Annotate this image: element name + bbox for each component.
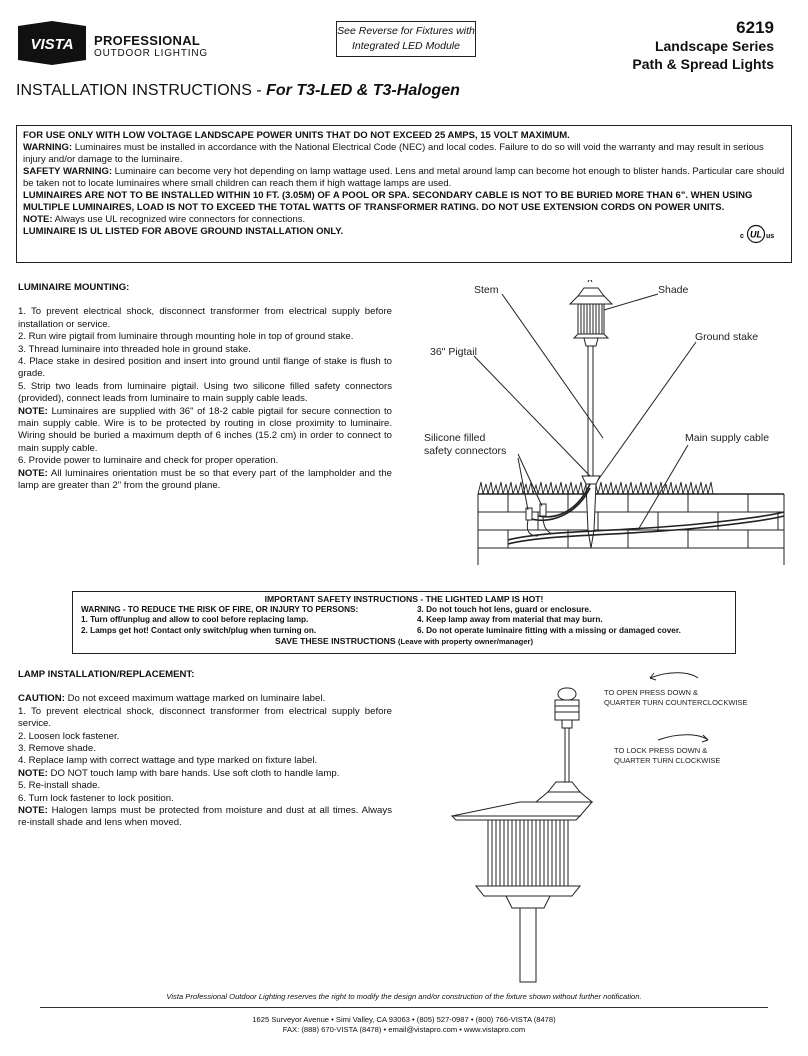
product-name: Path & Spread Lights <box>632 56 774 72</box>
lamp-caution <box>18 693 392 705</box>
lamp-note-2-label: NOTE: <box>18 805 48 817</box>
mounting-step-1: 1. To prevent electrical shock, disconnect transformer from electrical supply before installation or service. <box>18 306 392 330</box>
lock-line1: TO LOCK PRESS DOWN & <box>614 746 708 755</box>
lamp-step-6: 6. Turn lock fastener to lock position. <box>18 792 174 804</box>
vista-logo <box>16 20 88 66</box>
mounting-step-2: 2. Run wire pigtail from luminaire through mounting hole in top of ground stake. <box>18 331 354 343</box>
safety-item-4: 4. Keep lamp away from material that may burn. <box>417 615 603 624</box>
lamp-caution-text: Do not exceed maximum wattage marked on luminaire label. <box>64 693 326 705</box>
lamp-note-2-text: Halogen lamps must be protected from moisture and dust at all times. Always re-install shade and lens when moved. <box>18 805 392 829</box>
safety-instructions-box <box>72 591 736 654</box>
page-title <box>16 82 460 100</box>
mounting-note-2-label: NOTE: <box>18 467 48 479</box>
open-line2: QUARTER TURN COUNTERCLOCKWISE <box>604 697 748 707</box>
label-silicone-line2: safety connectors <box>424 445 507 457</box>
connector-icon <box>526 508 532 520</box>
mounting-note-2 <box>18 468 392 493</box>
save-instructions-text: SAVE THESE INSTRUCTIONS <box>274 636 398 646</box>
footer-divider <box>40 1007 768 1008</box>
safety-warning-label: SAFETY WARNING: <box>23 166 113 177</box>
safety-item-1: 1. Turn off/unplug and allow to cool before replacing lamp. <box>81 615 309 624</box>
connector-icon <box>540 504 546 516</box>
save-instructions <box>81 636 727 648</box>
lamp-diagram <box>440 664 800 984</box>
lamp-note-1-text: DO NOT touch lamp with bare hands. Use soft cloth to handle lamp. <box>47 767 340 779</box>
ul-listing: LUMINAIRE IS UL LISTED FOR ABOVE GROUND INSTALLATION ONLY. <box>23 226 344 237</box>
label-main-supply: Main supply cable <box>685 432 770 444</box>
safety-warning-paragraph <box>23 166 785 190</box>
safety-title: IMPORTANT SAFETY INSTRUCTIONS - THE LIGHTED LAMP IS HOT! <box>264 594 544 604</box>
mounting-heading: LUMINAIRE MOUNTING: <box>18 282 130 293</box>
shade-icon <box>452 782 592 820</box>
lock-fastener-icon <box>555 688 579 792</box>
mounting-illustration <box>418 280 798 580</box>
note-label: NOTE: <box>23 214 53 225</box>
lamp-heading: LAMP INSTALLATION/REPLACEMENT: <box>18 669 195 680</box>
warning-box <box>16 125 792 263</box>
lamp-step-2: 2. Loosen lock fastener. <box>18 730 120 742</box>
lamp-note-1 <box>18 768 392 780</box>
mounting-step-5: 5. Strip two leads from luminaire pigtail. Using two silicone filled safety connectors (provided), connect leads from luminaire to main supply cable leads. <box>18 380 392 405</box>
connector-note <box>23 214 785 226</box>
mounting-step-6: 6. Provide power to luminaire and check for proper operation. <box>18 455 279 467</box>
safety-item-2: 2. Lamps get hot! Contact only switch/plug when turning on. <box>81 625 317 635</box>
warning-label: WARNING: <box>23 142 73 153</box>
shade-icon <box>570 280 612 346</box>
svg-text:us: us <box>766 233 775 240</box>
lock-line2: QUARTER TURN CLOCKWISE <box>614 755 721 765</box>
label-pigtail: 36" Pigtail <box>430 346 477 358</box>
stem-icon <box>588 346 593 476</box>
series-name: Landscape Series <box>654 38 774 54</box>
label-silicone-line1: Silicone filled <box>424 432 486 444</box>
reverse-note-line1: See Reverse for Fixtures with <box>337 25 475 37</box>
lock-instructions <box>614 746 720 765</box>
warning-paragraph <box>23 142 785 166</box>
rotate-cw-icon <box>658 735 708 740</box>
note-text: Always use UL recognized wire connectors for connections. <box>52 214 306 225</box>
lamp-step-5: 5. Re-install shade. <box>18 780 101 792</box>
safety-warning-text: Luminaire can become very hot depending on lamp wattage used. Lens and metal around lamp can become hot enough to blister hands. Particular care should be taken not to locate luminaires where small children can reach them if high wattage lamps are used. <box>23 166 785 189</box>
pool-warning: LUMINAIRES ARE NOT TO BE INSTALLED WITHIN 10 FT. (3.05M) OF A POOL OR SPA. SECONDARY CABLE IS NOT TO BE BURIED MORE THAN 6". WHEN USING MULTIPLE LUMINAIRES, LOAD IS NOT TO EXCEED THE TOTAL WATTS OF TRANSFORMER RATING. DO NOT USE EXTENSION CORDS ON POWER UNITS. <box>23 190 753 213</box>
fixture-body-icon <box>476 820 580 982</box>
mounting-note-1-label: NOTE: <box>18 405 48 417</box>
lamp-note-1-label: NOTE: <box>18 767 48 779</box>
label-stem: Stem <box>474 284 499 296</box>
mounting-note-2-text: All luminaires orientation must be so that every part of the lampholder and the lamp are greater than 2" from the ground plane. <box>18 467 392 492</box>
lamp-step-4: 4. Replace lamp with correct wattage and type marked on fixture label. <box>18 755 318 767</box>
disclaimer: Vista Professional Outdoor Lighting reserves the right to modify the design and/or construction of the fixture shown without further notification. <box>166 992 642 1001</box>
mounting-step-4: 4. Place stake in desired position and insert into ground until flange of stake is flush to grade. <box>18 356 392 380</box>
mounting-note-1 <box>18 406 392 456</box>
lamp-caution-label: CAUTION: <box>18 693 65 705</box>
logo-text: VISTA <box>30 36 74 53</box>
address-line: 1625 Surveyor Avenue • Simi Valley, CA 93063 • (805) 527-0987 • (800) 766-VISTA (8478) <box>252 1015 556 1024</box>
mounting-note-1-text: Luminaires are supplied with 36" of 18-2 cable pigtail for secure connection to main supply cable. Wire is to be protected by routing in close proximity to luminaire. Wiring should be buried a maximum depth of 6 inches (15.2 cm) in order to connect to main supply cable. <box>18 405 392 454</box>
open-line1: TO OPEN PRESS DOWN & <box>604 688 699 697</box>
ul-listed-icon <box>739 224 775 244</box>
svg-text:UL: UL <box>750 229 762 240</box>
lamp-installation-section <box>18 669 392 830</box>
lamp-step-1: 1. To prevent electrical shock, disconnect transformer from electrical supply before service. <box>18 705 392 730</box>
save-instructions-note: (Leave with property owner/manager) <box>398 637 534 646</box>
model-number: 6219 <box>736 18 774 37</box>
lamp-note-2 <box>18 805 392 830</box>
lamp-illustration <box>440 664 800 984</box>
power-unit-limit: FOR USE ONLY WITH LOW VOLTAGE LANDSCAPE POWER UNITS THAT DO NOT EXCEED 25 AMPS, 15 VOLT MAXIMUM. <box>23 130 570 141</box>
title-prefix: INSTALLATION INSTRUCTIONS - <box>16 82 267 99</box>
safety-item-3: 3. Do not touch hot lens, guard or enclosure. <box>417 604 592 614</box>
reverse-note-box <box>336 21 476 57</box>
label-ground-stake: Ground stake <box>695 331 759 343</box>
company-address <box>0 1015 808 1035</box>
safety-item-6: 6. Do not operate luminaire fitting with a missing or damaged cover. <box>417 625 681 635</box>
mounting-diagram <box>418 280 798 580</box>
brand-professional: PROFESSIONAL <box>94 33 201 48</box>
rotate-ccw-icon <box>650 673 698 678</box>
open-instructions <box>604 688 748 707</box>
warning-text: Luminaires must be installed in accordance with the National Electrical Code (NEC) and local codes. Failure to do so will void the warranty and may result in serious injury and/or damage to the luminaire. <box>23 142 764 165</box>
lamp-step-3: 3. Remove shade. <box>18 743 96 755</box>
mounting-step-3: 3. Thread luminaire into threaded hole in ground stake. <box>18 343 251 355</box>
title-emphasis: For T3-LED & T3-Halogen <box>266 82 460 99</box>
safety-warning-heading: WARNING - TO REDUCE THE RISK OF FIRE, OR INJURY TO PERSONS: <box>81 604 359 614</box>
label-silicone-connectors <box>424 432 506 458</box>
brand-outdoor-lighting: OUTDOOR LIGHTING <box>94 48 208 59</box>
reverse-note-line2: Integrated LED Module <box>352 40 460 52</box>
svg-text:c: c <box>740 233 744 240</box>
contact-line: FAX: (888) 670-VISTA (8478) • email@vistapro.com • www.vistapro.com <box>282 1025 526 1034</box>
luminaire-mounting-section <box>18 282 392 493</box>
label-shade: Shade <box>658 284 689 296</box>
